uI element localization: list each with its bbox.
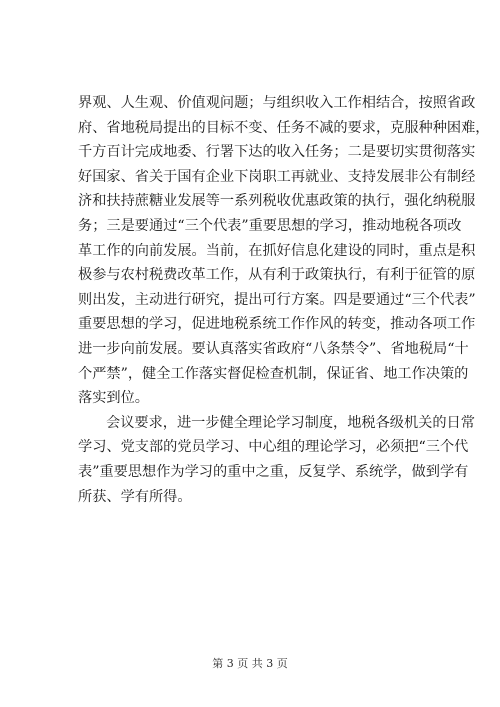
- page-number-label: 第 3 页 共 3 页: [212, 657, 288, 670]
- paragraph-2-line-4: 所获、学有所得。: [78, 488, 192, 505]
- paragraph-1-line-9: 则出发，主动进行研究，提出可行方案。四是要通过“三个代表”: [78, 291, 476, 308]
- paragraph-1-line-5: 济和扶持蔗糖业发展等一系列税收优惠政策的执行，强化纳税服: [78, 193, 476, 210]
- paragraph-1-line-12: 个严禁”，健全工作落实督促检查机制，保证省、地工作决策的: [78, 365, 469, 382]
- paragraph-2-line-3: 表”重要思想作为学习的重中之重，反复学、系统学，做到学有: [78, 463, 469, 480]
- paragraph-1-line-3: 千方百计完成地委、行署下达的收入任务；二是要切实贯彻落实: [78, 144, 476, 161]
- page-footer: [0, 655, 500, 671]
- paragraph-1-line-4: 好国家、省关于国有企业下岗职工再就业、支持发展非公有制经: [78, 168, 476, 185]
- paragraph-1-line-13: 落实到位。: [78, 390, 149, 407]
- paragraph-1-line-1: 界观、人生观、价值观问题；与组织收入工作相结合，按照省政: [78, 95, 476, 111]
- paragraph-2-line-2: 学习、党支部的党员学习、中心组的理论学习，必须把“三个代: [78, 439, 469, 456]
- paragraph-1-line-8: 极参与农村税费改革工作，从有利于政策执行，有利于征管的原: [78, 267, 476, 284]
- paragraph-1-line-2: 府、省地税局提出的目标不变、任务不减的要求，克服种种困难，: [78, 119, 490, 136]
- body-text: [78, 91, 490, 509]
- paragraph-1-line-11: 进一步向前发展。要认真落实省政府“八条禁令”、省地税局“十: [78, 340, 469, 357]
- paragraph-1-line-6: 务；三是要通过“三个代表”重要思想的学习，推动地税各项改: [78, 217, 462, 234]
- paragraph-2-line-1: 会议要求，进一步健全理论学习制度，地税各级机关的日常: [106, 414, 475, 431]
- paragraph-1-line-10: 重要思想的学习，促进地税系统工作作风的转变，推动各项工作: [78, 316, 476, 333]
- paragraph-1-line-7: 革工作的向前发展。当前，在抓好信息化建设的同时，重点是积: [78, 242, 476, 259]
